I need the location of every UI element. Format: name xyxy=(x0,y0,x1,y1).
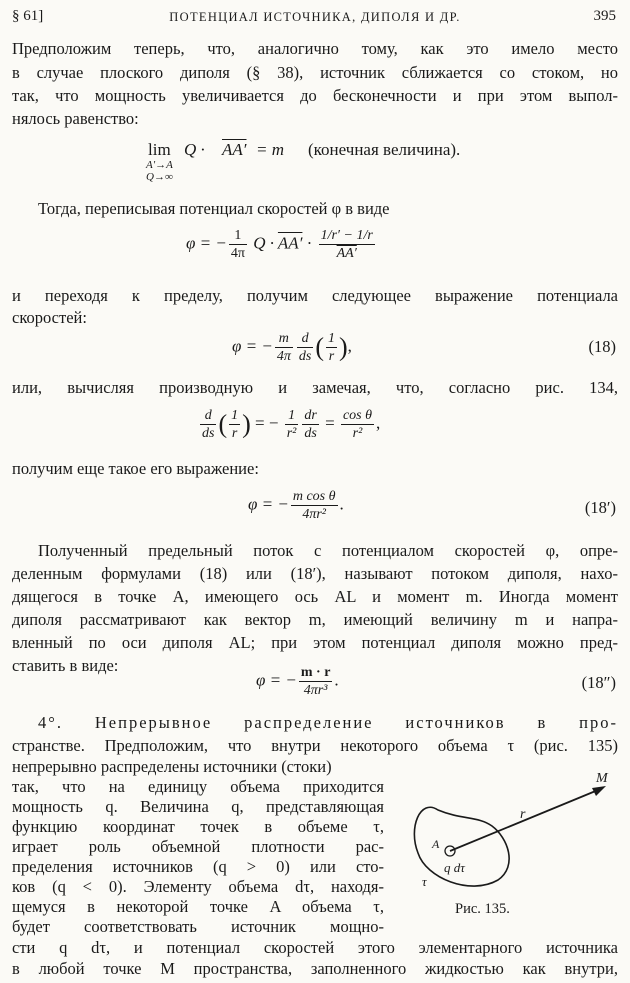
text-line: и переходя к пределу, получим следующее выражение потенциала xyxy=(12,286,618,305)
fraction xyxy=(302,407,318,442)
fraction-den: r xyxy=(328,349,335,364)
text-line: в случае плоского диполя (§ 38), источник сближается со стоком, но xyxy=(12,63,618,82)
text-line: Полученный предельный поток с потенциалом скоростей φ, опре- xyxy=(38,541,618,560)
eq-lhs: φ = − xyxy=(248,494,289,514)
equation-number: (18) xyxy=(588,337,616,356)
fraction-num: 1 xyxy=(231,408,239,423)
fraction xyxy=(326,330,337,365)
eq-lhs: φ = − xyxy=(256,670,297,690)
text-line: щемуся в некоторой точке A объема τ, xyxy=(12,897,384,916)
section-number: § 61] xyxy=(12,8,44,24)
fraction-den: 4π xyxy=(230,246,245,261)
fraction-den: 4πr² xyxy=(302,507,327,522)
fraction-num: m cos θ xyxy=(292,489,336,504)
arrow-head-icon xyxy=(592,786,606,796)
eq-tail: , xyxy=(375,413,381,433)
eq-equals: = xyxy=(320,413,339,433)
text-line: или, вычисляя производную и замечая, что, согласно рис. 134, xyxy=(12,378,618,397)
fraction-den: ds xyxy=(202,426,215,441)
text-line: так, что мощность увеличивается до бесконечности и при этом выпол- xyxy=(12,86,618,105)
fraction-num: 1/r′ − 1/r xyxy=(320,228,373,243)
text-line: так, что на единицу объема приходится xyxy=(12,777,384,796)
lim-aa: AA′ xyxy=(222,140,247,159)
fraction xyxy=(291,488,338,523)
text-line: Предположим теперь, что, аналогично тому, как это имело место xyxy=(12,39,618,58)
text-line: получим еще такое его выражение: xyxy=(12,459,259,478)
fraction-num: 1 xyxy=(328,331,335,346)
lim-rhs: = m xyxy=(256,140,284,159)
fraction xyxy=(229,407,240,442)
fraction-num: 1 xyxy=(229,227,247,245)
text-line: ставить в виде: xyxy=(12,656,119,675)
text-line: диполя рассматривают как вектор m, имеющий величину m и напра- xyxy=(12,610,618,629)
eq-derivative: $\frac{d}{ds}$ ( $\frac{1}{r}$ ) = − $\frac{1}{\text{r²}}$ $\frac{dr}{ds}$ = $\frac{\text{cos θ}}{\text{r²}}$ , xyxy=(202,408,381,441)
text-line: функцию координат точек в объеме τ, xyxy=(12,817,384,836)
subsection-heading: 4°. Непрерывное распределение источников в про- xyxy=(38,713,618,732)
eq-mid: Q · xyxy=(248,233,278,253)
label-m: M xyxy=(596,771,608,786)
fraction-den: r² xyxy=(352,426,363,441)
fraction-num: d xyxy=(200,407,216,425)
eq-18-prime xyxy=(248,488,344,523)
fraction-num: cos θ xyxy=(342,408,372,423)
label-r: r xyxy=(520,807,526,822)
equation-number: (18″) xyxy=(581,673,616,692)
eq-mid: = − xyxy=(250,413,283,433)
fraction xyxy=(297,330,313,365)
lim-sub-2: Q→∞ xyxy=(146,171,173,183)
fraction-den: 4πr³ xyxy=(303,683,328,698)
lim-word: lim xyxy=(148,140,171,159)
fraction xyxy=(299,664,333,699)
fraction-den: r xyxy=(231,426,238,441)
text-line: Тогда, переписывая потенциал скоростей φ в виде xyxy=(38,199,390,218)
figure-135 xyxy=(400,768,620,908)
text-line: в любой точке M пространства, заполненного жидкостью как внутри, xyxy=(12,959,618,978)
text-line: пределения источников (q > 0) или сто- xyxy=(12,857,384,876)
fraction-den: AA′ xyxy=(336,246,357,261)
lim-sub-1: A′→A xyxy=(146,159,173,171)
fraction xyxy=(319,227,375,262)
eq-tail: . xyxy=(334,670,339,690)
eq-tail: , xyxy=(347,336,352,356)
eq-tail: . xyxy=(339,494,344,514)
text-line: непрерывно распределены источники (стоки) xyxy=(12,757,332,776)
text-line: ков (q < 0). Элементу объема dτ, находя- xyxy=(12,877,384,896)
fraction-num: 1 xyxy=(285,407,299,425)
eq-18-double-prime xyxy=(256,664,339,699)
label-qdtau: q dτ xyxy=(444,860,465,875)
fraction xyxy=(200,407,216,442)
fraction xyxy=(275,330,293,365)
fraction-den: ds xyxy=(304,426,317,441)
eq-18: φ = − $\frac{m}{4\pi}$ $\frac{d}{ds}$ ( $\frac{1}{r}$ ), xyxy=(232,331,352,364)
text-line: деленным формулами (18) или (18′), называют потоком диполя, нахо- xyxy=(12,564,618,583)
page-number: 395 xyxy=(593,8,616,24)
eq-lhs: φ = − xyxy=(186,233,227,253)
eq-phi-1 xyxy=(186,227,377,262)
lim-note: (конечная величина). xyxy=(308,140,461,159)
figure-caption: Рис. 135. xyxy=(455,901,510,917)
fraction xyxy=(285,407,299,442)
eq-lhs: φ = − xyxy=(232,336,273,356)
text-line: странстве. Предположим, что внутри некоторого объема τ (рис. 135) xyxy=(12,736,618,755)
fraction-den: 4π xyxy=(276,349,291,364)
text-line: будет соответствовать источник мощно- xyxy=(12,917,384,936)
text-line: дящегося в точке A, имеющего ось AL и момент m. Иногда момент xyxy=(12,587,618,606)
fraction-num: m xyxy=(275,330,293,348)
text-line: вленный по оси диполя AL; при этом потенциал диполя можно пред- xyxy=(12,633,618,652)
equation-number: (18′) xyxy=(584,498,616,517)
text-line: сти q dτ, и потенциал скоростей этого элементарного источника xyxy=(12,938,618,957)
eq-aa: AA′ xyxy=(277,233,303,253)
eq-dot: · xyxy=(302,233,317,253)
text-line: нялось равенство: xyxy=(12,109,139,128)
text-line: скоростей: xyxy=(12,308,87,327)
text-line: играет роль объемной плотности рас- xyxy=(12,837,384,856)
lim-body: Q · xyxy=(184,140,205,159)
fraction-den: r² xyxy=(286,426,297,441)
label-tau: τ xyxy=(422,874,427,889)
fraction-den: ds xyxy=(298,349,312,364)
fraction xyxy=(229,227,247,262)
text-line: мощность q. Величина q, представляющая xyxy=(12,797,384,816)
fraction-num: dr xyxy=(304,408,317,423)
label-a: A xyxy=(432,837,440,851)
fraction-num: m · r xyxy=(300,665,331,680)
running-title: ПОТЕНЦИАЛ ИСТОЧНИКА, ДИПОЛЯ И ДР. xyxy=(169,10,461,24)
fraction-num: d xyxy=(297,330,313,348)
fraction xyxy=(341,407,374,442)
